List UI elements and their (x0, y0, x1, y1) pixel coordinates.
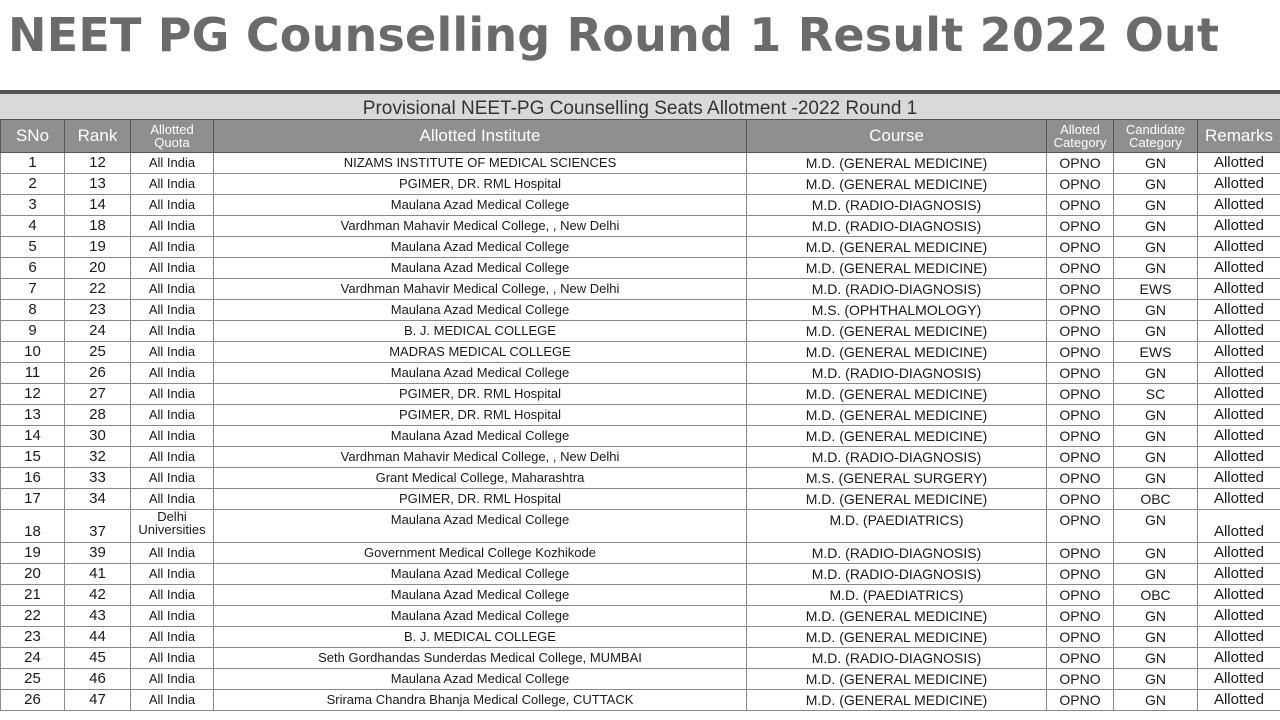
row-institute: Maulana Azad Medical College (214, 363, 747, 384)
row-sno: 7 (1, 279, 65, 300)
row-quota: All India (131, 153, 214, 174)
row-quota: Delhi Universities (131, 510, 214, 543)
table-row (1, 342, 1280, 363)
row-alloted-category: OPNO (1047, 468, 1114, 489)
row-remarks: Allotted (1198, 426, 1280, 447)
row-sno: 24 (1, 648, 65, 669)
table-row (1, 384, 1280, 405)
row-candidate-category: OBC (1114, 489, 1198, 510)
row-sno: 15 (1, 447, 65, 468)
row-sno: 25 (1, 669, 65, 690)
row-alloted-category: OPNO (1047, 216, 1114, 237)
table-row (1, 447, 1280, 468)
row-rank: 20 (65, 258, 131, 279)
row-candidate-category: GN (1114, 363, 1198, 384)
row-quota: All India (131, 669, 214, 690)
row-quota: All India (131, 174, 214, 195)
row-quota: All India (131, 468, 214, 489)
row-rank: 12 (65, 153, 131, 174)
row-institute: Maulana Azad Medical College (214, 510, 747, 543)
row-candidate-category: GN (1114, 447, 1198, 468)
row-institute: Maulana Azad Medical College (214, 669, 747, 690)
row-alloted-category: OPNO (1047, 564, 1114, 585)
row-remarks: Allotted (1198, 363, 1280, 384)
row-quota: All India (131, 564, 214, 585)
table-row (1, 627, 1280, 648)
row-course: M.D. (RADIO-DIAGNOSIS) (747, 195, 1047, 216)
row-alloted-category: OPNO (1047, 195, 1114, 216)
row-candidate-category: GN (1114, 195, 1198, 216)
row-remarks: Allotted (1198, 669, 1280, 690)
row-sno: 3 (1, 195, 65, 216)
row-course: M.S. (OPHTHALMOLOGY) (747, 300, 1047, 321)
row-sno: 12 (1, 384, 65, 405)
row-rank: 13 (65, 174, 131, 195)
row-alloted-category: OPNO (1047, 627, 1114, 648)
row-course: M.D. (GENERAL MEDICINE) (747, 690, 1047, 711)
row-institute: Maulana Azad Medical College (214, 195, 747, 216)
row-alloted-category: OPNO (1047, 648, 1114, 669)
row-alloted-category: OPNO (1047, 510, 1114, 543)
table-row (1, 426, 1280, 447)
row-institute: Vardhman Mahavir Medical College, , New Delhi (214, 216, 747, 237)
table-body (1, 153, 1280, 711)
row-course: M.D. (RADIO-DIAGNOSIS) (747, 648, 1047, 669)
row-course: M.D. (GENERAL MEDICINE) (747, 384, 1047, 405)
row-quota: All India (131, 258, 214, 279)
row-institute: MADRAS MEDICAL COLLEGE (214, 342, 747, 363)
row-candidate-category: GN (1114, 606, 1198, 627)
row-remarks: Allotted (1198, 585, 1280, 606)
row-course: M.D. (RADIO-DIAGNOSIS) (747, 216, 1047, 237)
row-alloted-category: OPNO (1047, 426, 1114, 447)
row-course: M.D. (GENERAL MEDICINE) (747, 237, 1047, 258)
table-row (1, 489, 1280, 510)
row-sno: 8 (1, 300, 65, 321)
row-remarks: Allotted (1198, 279, 1280, 300)
row-sno: 17 (1, 489, 65, 510)
row-institute: Maulana Azad Medical College (214, 258, 747, 279)
row-rank: 33 (65, 468, 131, 489)
row-rank: 42 (65, 585, 131, 606)
row-sno: 11 (1, 363, 65, 384)
header-rank: Rank (65, 120, 131, 153)
row-alloted-category: OPNO (1047, 690, 1114, 711)
row-quota: All India (131, 300, 214, 321)
row-course: M.D. (GENERAL MEDICINE) (747, 627, 1047, 648)
header-row (1, 120, 1280, 153)
table-row (1, 468, 1280, 489)
row-candidate-category: GN (1114, 405, 1198, 426)
row-rank: 44 (65, 627, 131, 648)
row-remarks: Allotted (1198, 153, 1280, 174)
row-candidate-category: GN (1114, 300, 1198, 321)
row-alloted-category: OPNO (1047, 342, 1114, 363)
row-alloted-category: OPNO (1047, 153, 1114, 174)
row-alloted-category: OPNO (1047, 405, 1114, 426)
row-institute: Srirama Chandra Bhanja Medical College, CUTTACK (214, 690, 747, 711)
row-sno: 23 (1, 627, 65, 648)
row-rank: 37 (65, 510, 131, 543)
table-row (1, 648, 1280, 669)
row-remarks: Allotted (1198, 405, 1280, 426)
row-quota: All India (131, 342, 214, 363)
row-sno: 26 (1, 690, 65, 711)
row-quota: All India (131, 279, 214, 300)
table-row (1, 237, 1280, 258)
row-quota: All India (131, 384, 214, 405)
row-candidate-category: SC (1114, 384, 1198, 405)
row-institute: B. J. MEDICAL COLLEGE (214, 627, 747, 648)
page-headline: NEET PG Counselling Round 1 Result 2022 Out (8, 8, 1220, 62)
row-quota: All India (131, 648, 214, 669)
row-remarks: Allotted (1198, 216, 1280, 237)
row-course: M.D. (GENERAL MEDICINE) (747, 405, 1047, 426)
row-alloted-category: OPNO (1047, 174, 1114, 195)
row-institute: Maulana Azad Medical College (214, 237, 747, 258)
row-course: M.D. (GENERAL MEDICINE) (747, 669, 1047, 690)
header-course: Course (747, 120, 1047, 153)
row-rank: 47 (65, 690, 131, 711)
row-institute: Vardhman Mahavir Medical College, , New Delhi (214, 279, 747, 300)
row-remarks: Allotted (1198, 627, 1280, 648)
row-course: M.D. (GENERAL MEDICINE) (747, 321, 1047, 342)
row-institute: Maulana Azad Medical College (214, 426, 747, 447)
row-institute: PGIMER, DR. RML Hospital (214, 405, 747, 426)
row-remarks: Allotted (1198, 510, 1280, 543)
row-candidate-category: GN (1114, 321, 1198, 342)
row-institute: Grant Medical College, Maharashtra (214, 468, 747, 489)
row-sno: 20 (1, 564, 65, 585)
table-row (1, 300, 1280, 321)
row-rank: 43 (65, 606, 131, 627)
row-rank: 14 (65, 195, 131, 216)
row-sno: 19 (1, 543, 65, 564)
row-remarks: Allotted (1198, 648, 1280, 669)
row-remarks: Allotted (1198, 342, 1280, 363)
row-candidate-category: GN (1114, 543, 1198, 564)
row-course: M.D. (GENERAL MEDICINE) (747, 489, 1047, 510)
table-row (1, 690, 1280, 711)
row-alloted-category: OPNO (1047, 321, 1114, 342)
row-course: M.D. (RADIO-DIAGNOSIS) (747, 564, 1047, 585)
row-institute: NIZAMS INSTITUTE OF MEDICAL SCIENCES (214, 153, 747, 174)
row-rank: 28 (65, 405, 131, 426)
row-sno: 13 (1, 405, 65, 426)
row-alloted-category: OPNO (1047, 489, 1114, 510)
row-sno: 9 (1, 321, 65, 342)
row-rank: 41 (65, 564, 131, 585)
row-quota: All India (131, 195, 214, 216)
row-institute: PGIMER, DR. RML Hospital (214, 174, 747, 195)
row-alloted-category: OPNO (1047, 543, 1114, 564)
row-remarks: Allotted (1198, 300, 1280, 321)
row-candidate-category: GN (1114, 648, 1198, 669)
row-quota: All India (131, 690, 214, 711)
row-remarks: Allotted (1198, 447, 1280, 468)
row-candidate-category: GN (1114, 627, 1198, 648)
row-course: M.D. (GENERAL MEDICINE) (747, 174, 1047, 195)
row-alloted-category: OPNO (1047, 300, 1114, 321)
row-rank: 23 (65, 300, 131, 321)
row-course: M.D. (RADIO-DIAGNOSIS) (747, 279, 1047, 300)
row-institute: Vardhman Mahavir Medical College, , New Delhi (214, 447, 747, 468)
row-candidate-category: GN (1114, 426, 1198, 447)
row-institute: Seth Gordhandas Sunderdas Medical College, MUMBAI (214, 648, 747, 669)
row-alloted-category: OPNO (1047, 384, 1114, 405)
row-quota: All India (131, 237, 214, 258)
row-quota: All India (131, 606, 214, 627)
row-institute: Maulana Azad Medical College (214, 564, 747, 585)
row-candidate-category: GN (1114, 216, 1198, 237)
table-row (1, 153, 1280, 174)
row-candidate-category: GN (1114, 468, 1198, 489)
row-sno: 4 (1, 216, 65, 237)
table-row (1, 405, 1280, 426)
row-remarks: Allotted (1198, 258, 1280, 279)
header-alloted-category: Alloted Category (1047, 120, 1114, 153)
row-sno: 22 (1, 606, 65, 627)
row-course: M.D. (GENERAL MEDICINE) (747, 342, 1047, 363)
table-row (1, 606, 1280, 627)
row-candidate-category: GN (1114, 258, 1198, 279)
row-sno: 1 (1, 153, 65, 174)
row-rank: 18 (65, 216, 131, 237)
row-quota: All India (131, 627, 214, 648)
row-remarks: Allotted (1198, 543, 1280, 564)
row-course: M.D. (RADIO-DIAGNOSIS) (747, 447, 1047, 468)
row-quota: All India (131, 405, 214, 426)
row-alloted-category: OPNO (1047, 279, 1114, 300)
row-candidate-category: GN (1114, 510, 1198, 543)
table-row (1, 669, 1280, 690)
row-sno: 10 (1, 342, 65, 363)
header-institute: Allotted Institute (214, 120, 747, 153)
row-quota: All India (131, 543, 214, 564)
table-title: Provisional NEET-PG Counselling Seats Allotment -2022 Round 1 (0, 90, 1280, 119)
table-row (1, 195, 1280, 216)
row-remarks: Allotted (1198, 468, 1280, 489)
row-sno: 14 (1, 426, 65, 447)
table-row (1, 321, 1280, 342)
row-rank: 34 (65, 489, 131, 510)
row-institute: Maulana Azad Medical College (214, 585, 747, 606)
table-row (1, 258, 1280, 279)
header-remarks: Remarks (1198, 120, 1280, 153)
row-candidate-category: GN (1114, 564, 1198, 585)
row-institute: PGIMER, DR. RML Hospital (214, 384, 747, 405)
row-remarks: Allotted (1198, 564, 1280, 585)
row-rank: 24 (65, 321, 131, 342)
row-course: M.S. (GENERAL SURGERY) (747, 468, 1047, 489)
table-row (1, 510, 1280, 543)
row-rank: 25 (65, 342, 131, 363)
row-course: M.D. (RADIO-DIAGNOSIS) (747, 543, 1047, 564)
row-remarks: Allotted (1198, 237, 1280, 258)
row-course: M.D. (RADIO-DIAGNOSIS) (747, 363, 1047, 384)
row-rank: 32 (65, 447, 131, 468)
table-row (1, 216, 1280, 237)
row-candidate-category: GN (1114, 174, 1198, 195)
row-remarks: Allotted (1198, 321, 1280, 342)
row-remarks: Allotted (1198, 690, 1280, 711)
row-quota: All India (131, 363, 214, 384)
row-course: M.D. (GENERAL MEDICINE) (747, 258, 1047, 279)
row-rank: 46 (65, 669, 131, 690)
row-rank: 19 (65, 237, 131, 258)
row-institute: B. J. MEDICAL COLLEGE (214, 321, 747, 342)
table-row (1, 174, 1280, 195)
row-course: M.D. (GENERAL MEDICINE) (747, 426, 1047, 447)
row-sno: 18 (1, 510, 65, 543)
row-course: M.D. (GENERAL MEDICINE) (747, 606, 1047, 627)
header-quota: Allotted Quota (131, 120, 214, 153)
row-alloted-category: OPNO (1047, 669, 1114, 690)
row-institute: Government Medical College Kozhikode (214, 543, 747, 564)
allotment-table (0, 119, 1280, 711)
row-quota: All India (131, 321, 214, 342)
row-quota: All India (131, 489, 214, 510)
row-quota: All India (131, 447, 214, 468)
table-row (1, 279, 1280, 300)
row-institute: PGIMER, DR. RML Hospital (214, 489, 747, 510)
row-rank: 45 (65, 648, 131, 669)
row-institute: Maulana Azad Medical College (214, 300, 747, 321)
row-remarks: Allotted (1198, 606, 1280, 627)
row-quota: All India (131, 585, 214, 606)
header-sno: SNo (1, 120, 65, 153)
table-row (1, 363, 1280, 384)
row-sno: 21 (1, 585, 65, 606)
row-alloted-category: OPNO (1047, 585, 1114, 606)
allotment-sheet (0, 90, 1280, 720)
row-course: M.D. (PAEDIATRICS) (747, 585, 1047, 606)
row-sno: 5 (1, 237, 65, 258)
row-rank: 30 (65, 426, 131, 447)
row-sno: 2 (1, 174, 65, 195)
row-alloted-category: OPNO (1047, 363, 1114, 384)
row-alloted-category: OPNO (1047, 606, 1114, 627)
row-remarks: Allotted (1198, 384, 1280, 405)
row-candidate-category: GN (1114, 669, 1198, 690)
row-candidate-category: OBC (1114, 585, 1198, 606)
row-candidate-category: GN (1114, 153, 1198, 174)
row-course: M.D. (PAEDIATRICS) (747, 510, 1047, 543)
row-rank: 27 (65, 384, 131, 405)
row-quota: All India (131, 426, 214, 447)
row-candidate-category: EWS (1114, 279, 1198, 300)
row-quota: All India (131, 216, 214, 237)
row-alloted-category: OPNO (1047, 237, 1114, 258)
row-candidate-category: EWS (1114, 342, 1198, 363)
row-rank: 39 (65, 543, 131, 564)
row-remarks: Allotted (1198, 195, 1280, 216)
row-alloted-category: OPNO (1047, 258, 1114, 279)
row-course: M.D. (GENERAL MEDICINE) (747, 153, 1047, 174)
table-row (1, 585, 1280, 606)
row-candidate-category: GN (1114, 690, 1198, 711)
row-rank: 26 (65, 363, 131, 384)
row-rank: 22 (65, 279, 131, 300)
row-sno: 6 (1, 258, 65, 279)
row-institute: Maulana Azad Medical College (214, 606, 747, 627)
table-row (1, 564, 1280, 585)
header-candidate-category: Candidate Category (1114, 120, 1198, 153)
row-remarks: Allotted (1198, 489, 1280, 510)
row-candidate-category: GN (1114, 237, 1198, 258)
row-sno: 16 (1, 468, 65, 489)
row-alloted-category: OPNO (1047, 447, 1114, 468)
row-remarks: Allotted (1198, 174, 1280, 195)
table-row (1, 543, 1280, 564)
